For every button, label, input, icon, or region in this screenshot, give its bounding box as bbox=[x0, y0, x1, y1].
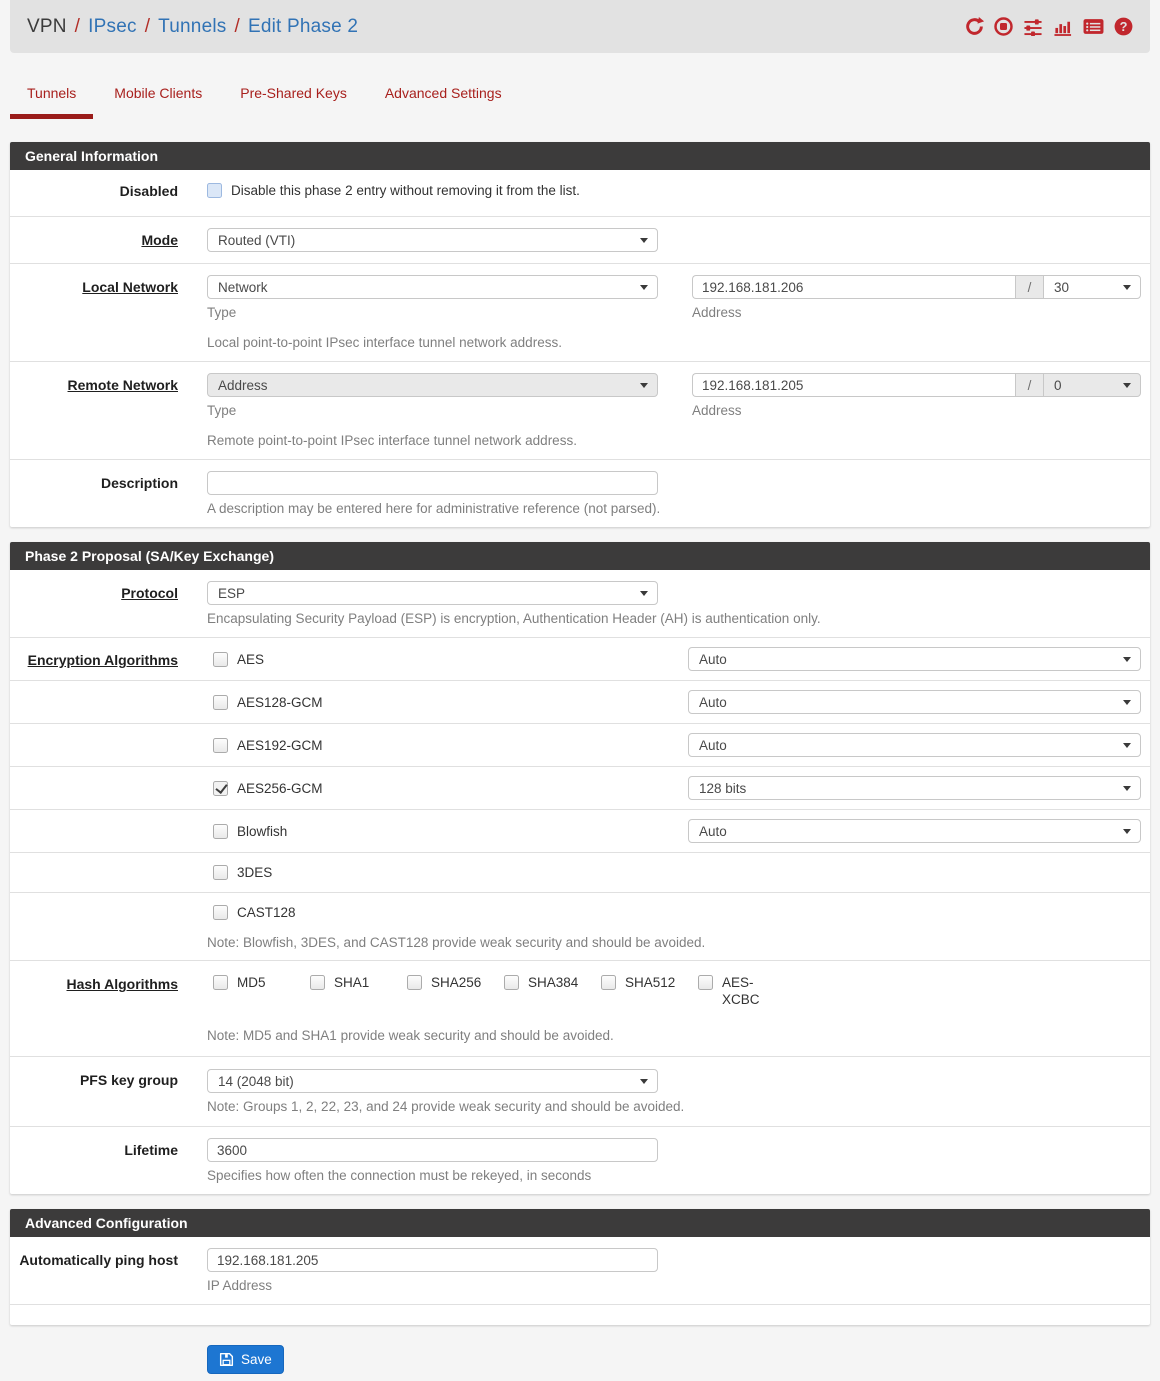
encryption-row-blowfish bbox=[10, 810, 1150, 853]
local-prefix-select[interactable]: 30 bbox=[1043, 275, 1141, 299]
checkbox-icon[interactable] bbox=[213, 865, 228, 880]
phase2-proposal-panel bbox=[10, 542, 1150, 1194]
bar-chart-icon[interactable] bbox=[1053, 17, 1073, 36]
encryption-aes192gcm-checkbox[interactable]: AES192-GCM bbox=[213, 738, 323, 753]
chevron-down-icon bbox=[1123, 786, 1131, 791]
advanced-configuration-heading: Advanced Configuration bbox=[10, 1209, 1150, 1237]
chevron-down-icon bbox=[1123, 700, 1131, 705]
breadcrumb-vpn: VPN bbox=[27, 15, 67, 37]
checkbox-icon[interactable] bbox=[213, 975, 228, 990]
local-network-row bbox=[10, 264, 1150, 362]
general-information-heading: General Information bbox=[10, 142, 1150, 170]
description-row bbox=[10, 460, 1150, 527]
description-label: Description bbox=[100, 475, 178, 491]
lifetime-row bbox=[10, 1127, 1150, 1194]
encryption-row-aes128gcm bbox=[10, 681, 1150, 724]
encryption-row-aes256gcm bbox=[10, 767, 1150, 810]
pfs-key-group-label: PFS key group bbox=[79, 1072, 178, 1088]
local-network-type-select[interactable]: Network bbox=[207, 275, 658, 299]
checkbox-icon[interactable] bbox=[213, 905, 228, 920]
hash-sha384-checkbox[interactable]: SHA384 bbox=[504, 974, 601, 1008]
slash-separator: / bbox=[1015, 275, 1043, 299]
chevron-down-icon bbox=[640, 383, 648, 388]
save-button-label: Save bbox=[241, 1352, 272, 1367]
form-actions bbox=[207, 1345, 1160, 1374]
encryption-3des-checkbox[interactable]: 3DES bbox=[213, 865, 272, 880]
ping-host-row bbox=[10, 1237, 1150, 1305]
local-address-hint: Address bbox=[692, 305, 742, 320]
protocol-select[interactable]: ESP bbox=[207, 581, 658, 605]
chevron-down-icon bbox=[640, 591, 648, 596]
chevron-down-icon bbox=[640, 1079, 648, 1084]
encryption-row-aes bbox=[10, 638, 1150, 681]
local-type-hint: Type bbox=[207, 305, 237, 320]
remote-address-hint: Address bbox=[692, 403, 742, 418]
hash-aes-xcbc-checkbox[interactable]: AES-XCBC bbox=[698, 974, 758, 1008]
local-network-label: Local Network bbox=[82, 279, 178, 295]
mode-row bbox=[10, 217, 1150, 264]
save-icon bbox=[219, 1352, 234, 1367]
ping-host-label: Automatically ping host bbox=[19, 1252, 178, 1268]
remote-type-hint: Type bbox=[207, 403, 237, 418]
slash-separator: / bbox=[1015, 373, 1043, 397]
hash-sha1-checkbox[interactable]: SHA1 bbox=[310, 974, 407, 1008]
protocol-label: Protocol bbox=[121, 585, 178, 601]
breadcrumb-bar bbox=[10, 0, 1150, 53]
tab-pre-shared-keys[interactable]: Pre-Shared Keys bbox=[240, 85, 347, 101]
description-hint: A description may be entered here for administrative reference (not parsed). bbox=[207, 501, 661, 516]
hash-sha512-checkbox[interactable]: SHA512 bbox=[601, 974, 698, 1008]
breadcrumb-edit-phase2-link[interactable]: Edit Phase 2 bbox=[247, 15, 359, 37]
checkbox-icon[interactable] bbox=[504, 975, 519, 990]
checkbox-icon[interactable] bbox=[213, 824, 228, 839]
checkbox-icon[interactable] bbox=[310, 975, 325, 990]
mode-select[interactable]: Routed (VTI) bbox=[207, 228, 658, 252]
lifetime-label: Lifetime bbox=[124, 1142, 178, 1158]
hash-algorithms-label: Hash Algorithms bbox=[66, 976, 178, 992]
protocol-row bbox=[10, 570, 1150, 638]
encryption-aes128gcm-keylen-select[interactable]: Auto bbox=[688, 690, 1141, 714]
tab-mobile-clients[interactable]: Mobile Clients bbox=[114, 85, 203, 101]
hash-sha256-checkbox[interactable]: SHA256 bbox=[407, 974, 504, 1008]
encryption-aes128gcm-checkbox[interactable]: AES128-GCM bbox=[213, 695, 323, 710]
ping-host-input[interactable] bbox=[207, 1248, 658, 1272]
encryption-cast128-checkbox[interactable]: CAST128 bbox=[213, 905, 296, 920]
checkbox-icon[interactable] bbox=[213, 738, 228, 753]
refresh-icon[interactable] bbox=[965, 17, 984, 36]
list-icon[interactable] bbox=[1083, 17, 1104, 36]
encryption-row-cast128 bbox=[10, 893, 1150, 961]
remote-network-row bbox=[10, 362, 1150, 460]
breadcrumb-separator: / bbox=[234, 15, 240, 37]
pfs-key-group-row bbox=[10, 1057, 1150, 1127]
chevron-down-icon bbox=[640, 238, 648, 243]
local-address-input[interactable] bbox=[692, 275, 1015, 299]
breadcrumb-tunnels-link[interactable]: Tunnels bbox=[158, 15, 227, 37]
breadcrumb-separator: / bbox=[74, 15, 81, 37]
chevron-down-icon bbox=[1123, 657, 1131, 662]
help-icon[interactable] bbox=[1114, 17, 1133, 36]
chevron-down-icon bbox=[640, 285, 648, 290]
disabled-checkbox-label: Disable this phase 2 entry without removing it from the list. bbox=[231, 183, 580, 198]
checkbox-icon[interactable] bbox=[213, 781, 228, 796]
tab-bar bbox=[10, 75, 1150, 119]
tab-advanced-settings[interactable]: Advanced Settings bbox=[384, 85, 502, 101]
chevron-down-icon bbox=[1123, 285, 1131, 290]
encryption-aes256gcm-checkbox[interactable]: AES256-GCM bbox=[213, 781, 323, 796]
checkbox-icon[interactable] bbox=[207, 183, 222, 198]
general-information-panel bbox=[10, 142, 1150, 527]
encryption-blowfish-keylen-select[interactable]: Auto bbox=[688, 819, 1141, 843]
breadcrumb-separator: / bbox=[144, 15, 151, 37]
svg-text:?: ? bbox=[1119, 18, 1128, 34]
chevron-down-icon bbox=[1123, 383, 1131, 388]
mode-label: Mode bbox=[141, 232, 178, 248]
checkbox-icon[interactable] bbox=[213, 652, 228, 667]
remote-network-label: Remote Network bbox=[67, 377, 178, 393]
encryption-aes256gcm-keylen-select[interactable]: 128 bits bbox=[688, 776, 1141, 800]
disabled-checkbox[interactable] bbox=[207, 183, 580, 198]
phase2-proposal-heading: Phase 2 Proposal (SA/Key Exchange) bbox=[10, 542, 1150, 570]
encryption-aes-checkbox[interactable]: AES bbox=[213, 652, 264, 667]
sliders-icon[interactable] bbox=[1023, 17, 1043, 36]
remote-network-type-select[interactable]: Address bbox=[207, 373, 658, 397]
encryption-row-aes192gcm bbox=[10, 724, 1150, 767]
breadcrumb-ipsec-link[interactable]: IPsec bbox=[88, 15, 137, 37]
description-input[interactable] bbox=[207, 471, 658, 495]
checkbox-icon[interactable] bbox=[213, 695, 228, 710]
tab-tunnels[interactable]: Tunnels bbox=[10, 75, 93, 119]
pfs-key-group-select[interactable]: 14 (2048 bit) bbox=[207, 1069, 658, 1093]
ping-host-hint: IP Address bbox=[207, 1278, 273, 1293]
remote-prefix-select[interactable]: 0 bbox=[1043, 373, 1141, 397]
encryption-aes-keylen-select[interactable]: Auto bbox=[688, 647, 1141, 671]
hash-md5-checkbox[interactable]: MD5 bbox=[213, 974, 310, 1008]
save-button[interactable] bbox=[207, 1345, 284, 1374]
checkbox-icon[interactable] bbox=[407, 975, 422, 990]
lifetime-input[interactable] bbox=[207, 1138, 658, 1162]
encryption-algorithms-label: Encryption Algorithms bbox=[27, 652, 178, 668]
encryption-blowfish-checkbox[interactable]: Blowfish bbox=[213, 824, 287, 839]
encryption-aes192gcm-keylen-select[interactable]: Auto bbox=[688, 733, 1141, 757]
remote-address-input[interactable] bbox=[692, 373, 1015, 397]
stop-circle-icon[interactable] bbox=[994, 17, 1013, 36]
protocol-hint: Encapsulating Security Payload (ESP) is encryption, Authentication Header (AH) is authentication only. bbox=[207, 611, 821, 626]
lifetime-hint: Specifies how often the connection must be rekeyed, in seconds bbox=[207, 1168, 592, 1183]
hash-algorithms-row bbox=[10, 961, 1150, 1057]
chevron-down-icon bbox=[1123, 743, 1131, 748]
checkbox-icon[interactable] bbox=[601, 975, 616, 990]
breadcrumb bbox=[27, 16, 358, 38]
panel-footer-spacer bbox=[10, 1305, 1150, 1325]
local-network-hint: Local point-to-point IPsec interface tunnel network address. bbox=[207, 335, 562, 350]
pfs-note: Note: Groups 1, 2, 22, 23, and 24 provide weak security and should be avoided. bbox=[207, 1099, 685, 1114]
checkbox-icon[interactable] bbox=[698, 975, 713, 990]
hash-note: Note: MD5 and SHA1 provide weak security and should be avoided. bbox=[207, 1028, 614, 1043]
encryption-note: Note: Blowfish, 3DES, and CAST128 provide weak security and should be avoided. bbox=[207, 935, 706, 950]
header-icons bbox=[965, 17, 1133, 36]
advanced-configuration-panel bbox=[10, 1209, 1150, 1325]
disabled-label: Disabled bbox=[119, 183, 178, 199]
encryption-row-3des bbox=[10, 853, 1150, 893]
chevron-down-icon bbox=[1123, 829, 1131, 834]
disabled-row bbox=[10, 170, 1150, 217]
remote-network-hint: Remote point-to-point IPsec interface tunnel network address. bbox=[207, 433, 577, 448]
